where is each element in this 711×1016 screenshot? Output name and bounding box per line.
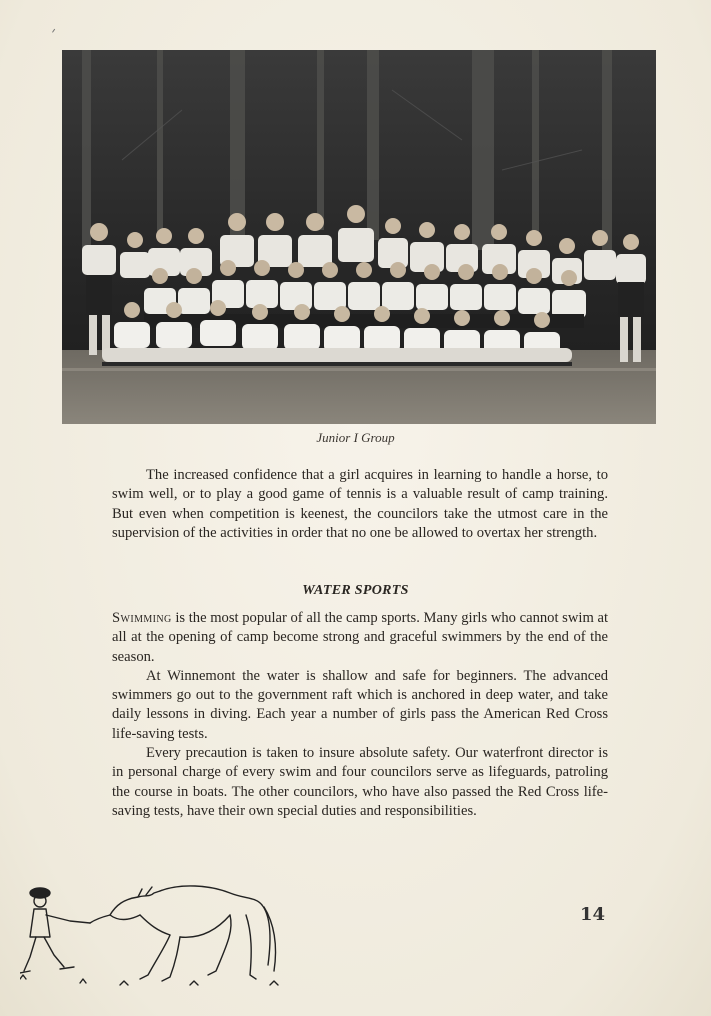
girl-leading-horse-icon: [20, 875, 280, 995]
photo-caption: Junior I Group: [316, 430, 395, 445]
intro-section: [112, 466, 608, 543]
group-photograph: [62, 50, 656, 424]
lead-word: Swimming: [112, 610, 172, 626]
water-paragraph-1: [112, 609, 608, 667]
intro-paragraph: The increased confidence that a girl acquires in learning to handle a horse, to swim well, or to play a good game of tennis is a valuable result of camp training. But even when competition is keenest, the councilors take the utmost care in the supervision of the activities in order that no one be allowed to overtax her strength.: [112, 467, 608, 541]
water-paragraph-1-text: is the most popular of all the camp sports. Many girls who cannot swim at all at the opening of camp become strong and graceful swimmers by the end of the season.: [112, 610, 608, 665]
water-paragraph-3: Every precaution is taken to insure absolute safety. Our waterfront director is in personal charge of every swim and four councilors serve as lifeguards, patroling the course in boats. The other councilors, who have also passed the Red Cross life-saving tests, have their own special duties and responsibilities.: [112, 745, 608, 819]
group-photo-icon: [62, 50, 656, 424]
section-heading: WATER SPORTS: [302, 583, 409, 598]
page-number: 14: [580, 904, 606, 925]
water-paragraph-2: At Winnemont the water is shallow and safe for beginners. The advanced swimmers go out to the government raft which is anchored in deep water, and take daily lessons in diving. Each year a number of girls pass the American Red Cross life-saving tests.: [112, 667, 608, 742]
stray-mark: [52, 29, 56, 33]
water-sports-section: [112, 609, 608, 821]
